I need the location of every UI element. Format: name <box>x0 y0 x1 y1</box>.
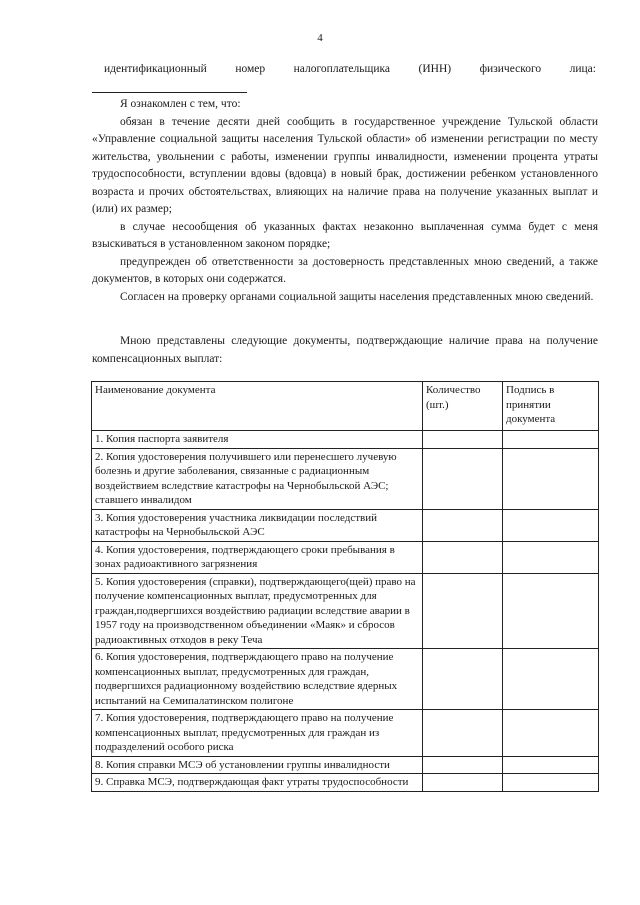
document-name-cell: 2. Копия удостоверения получившего или перенесшего лучевую болезнь и другие заболевания, связанные с радиационным воздействием вследствие катастрофы на Чернобыльской АЭС; ставшего инвалидом <box>92 448 423 509</box>
document-name-cell: 6. Копия удостоверения, подтверждающего право на получение компенсационных выплат, предусмотренных для граждан, подвергшихся радиационному воздействию вследствие ядерных испытаний на Семипалатинском полигоне <box>92 649 423 710</box>
inn-line <box>104 62 596 76</box>
declaration-paragraph: в случае несообщения об указанных фактах незаконно выплаченная сумма будет с меня взыскиваться в установленном законом порядке; <box>92 220 598 250</box>
quantity-cell[interactable] <box>423 509 503 541</box>
inn-word: номер <box>235 63 266 75</box>
declaration <box>92 96 598 306</box>
quantity-cell[interactable] <box>423 448 503 509</box>
signature-cell[interactable] <box>503 431 599 449</box>
declaration-intro: Я ознакомлен с тем, что: <box>120 98 241 110</box>
quantity-cell[interactable] <box>423 649 503 710</box>
quantity-cell[interactable] <box>423 756 503 774</box>
signature-cell[interactable] <box>503 649 599 710</box>
declaration-paragraph: обязан в течение десяти дней сообщить в государственное учреждение Тульской области «Управление социальной защиты населения Тульской области» об изменении регистрации по месту жительства, увольнении с работы, изменении группы инвалидности, изменении процента утраты трудоспособности, вступлении вдовы (вдовца) в новый брак, достижении ребенком установленного возраста и прочих обстоятельствах, влияющих на наличие права на получение указанных выплат и (или) их размер; <box>92 115 598 215</box>
quantity-cell[interactable] <box>423 431 503 449</box>
page-number: 4 <box>317 32 323 44</box>
document-name-cell: 8. Копия справки МСЭ об установлении группы инвалидности <box>92 756 423 774</box>
signature-cell[interactable] <box>503 774 599 792</box>
declaration-paragraph: Согласен на проверку органами социальной защиты населения представленных мною сведений. <box>120 290 594 303</box>
header-quantity: Количество (шт.) <box>423 382 503 431</box>
inn-word: идентификационный <box>104 63 207 75</box>
header-signature: Подпись в принятии документа <box>503 382 599 431</box>
declaration-paragraph: предупрежден об ответственности за достоверность представленных мною сведений, а также документов, в которых они содержатся. <box>92 255 598 285</box>
documents-intro <box>92 333 598 368</box>
table-row <box>92 710 599 757</box>
documents-table <box>91 381 599 792</box>
table-row <box>92 649 599 710</box>
document-name-cell: 9. Справка МСЭ, подтверждающая факт утраты трудоспособности <box>92 774 423 792</box>
documents-intro-text: Мною представлены следующие документы, подтверждающие наличие права на получение компенсационных выплат: <box>92 335 598 365</box>
quantity-cell[interactable] <box>423 573 503 649</box>
document-name-cell: 5. Копия удостоверения (справки), подтверждающего(щей) право на получение компенсационных выплат, предусмотренных для граждан,подвергшихся воздействию радиации вследствие аварии в 1957 году на производственном объединении «Маяк» и сбросов радиоактивных отходов в реку Теча <box>92 573 423 649</box>
signature-cell[interactable] <box>503 756 599 774</box>
signature-cell[interactable] <box>503 710 599 757</box>
document-name-cell: 1. Копия паспорта заявителя <box>92 431 423 449</box>
table-row <box>92 448 599 509</box>
document-name-cell: 4. Копия удостоверения, подтверждающего сроки пребывания в зонах радиоактивного загрязнения <box>92 541 423 573</box>
inn-word: (ИНН) <box>418 63 452 75</box>
quantity-cell[interactable] <box>423 710 503 757</box>
signature-cell[interactable] <box>503 509 599 541</box>
inn-word: физического <box>479 63 542 75</box>
documents-table-header <box>92 382 599 431</box>
table-row <box>92 431 599 449</box>
header-document-name: Наименование документа <box>92 382 423 431</box>
table-row <box>92 756 599 774</box>
table-row <box>92 573 599 649</box>
signature-cell[interactable] <box>503 448 599 509</box>
inn-word: лица: <box>569 63 596 75</box>
document-name-cell: 3. Копия удостоверения участника ликвидации последствий катастрофы на Чернобыльской АЭС <box>92 509 423 541</box>
quantity-cell[interactable] <box>423 541 503 573</box>
signature-cell[interactable] <box>503 541 599 573</box>
inn-word: налогоплательщика <box>293 63 391 75</box>
table-row <box>92 509 599 541</box>
table-row <box>92 541 599 573</box>
signature-cell[interactable] <box>503 573 599 649</box>
document-name-cell: 7. Копия удостоверения, подтверждающего право на получение компенсационных выплат, предусмотренных для граждан из подразделений особого риска <box>92 710 423 757</box>
quantity-cell[interactable] <box>423 774 503 792</box>
inn-fill-line <box>92 92 247 93</box>
table-row <box>92 774 599 792</box>
